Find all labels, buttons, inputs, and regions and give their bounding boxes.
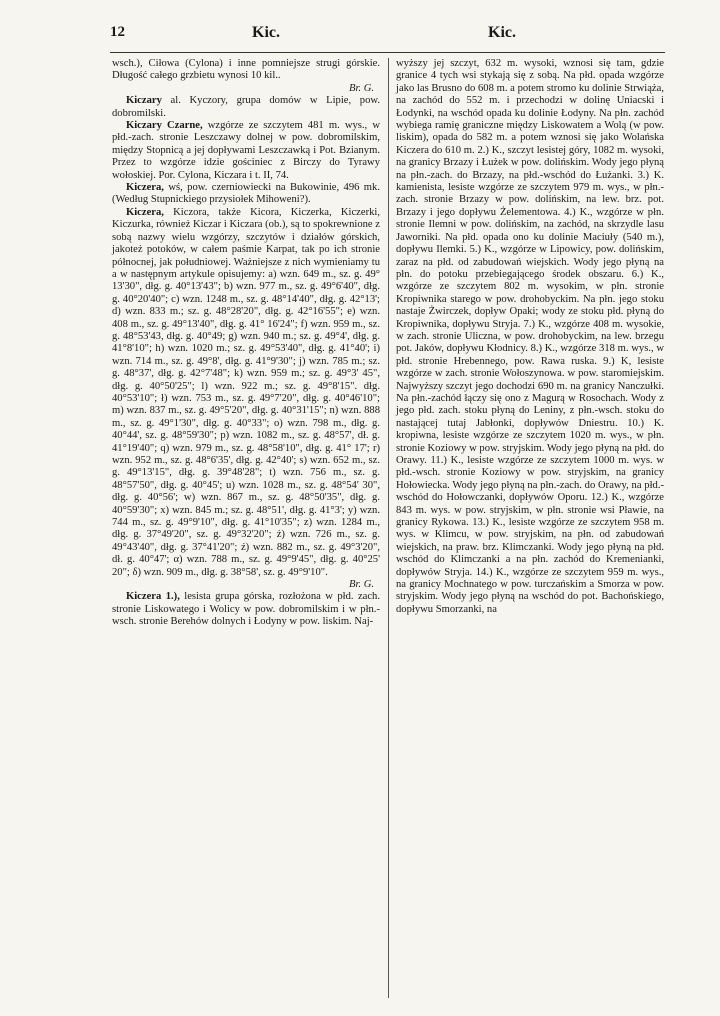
entry-kiczera-1 [112,591,380,628]
entry-kiczary [112,95,380,120]
entry-kiczera-village [112,182,380,207]
entry-text: wyższy jej szczyt, 632 m. wysoki, wznosi się tam, gdzie granice 4 tych wsi stykają się z sobą. Na płd. opada wzgórze jako las Brusno do 608 m. a potem stromo ku dolinie Strwiąża, na zachód do 552 m. i przechodzi w dolinę Uniacski i Łodynki, na wschód opada ku dolinie Łodyny. Na płn. zachód wybiega ramię graniczne między Liskowatem a Wolą (w pow. liskim), opada do 582 m. a potem wznosi się jako Wolańska Kiczera do 610 m. 2.) K., szczyt lesistej góry, 1082 m. wysoki, na granicy Brzazy i Łużek w pow. dolińskim. Wody jego płyną na płn.-zach. do Brzazy, na płd.-wschód do Łużanki. 3.) K. kamienista, lesiste wzgórze ze szczytem 979 m. wys., w płn.-zach. stronie Brzazy w pow. dolińskim, na lew. brz. pot. Brzazy i jego dopływu Żelementowa. 4.) K., wzgórze w płn. stronie Ilemni w pow. dolińskim, na zachód, na skrzydle lasu Jaworniki. Na płd. opada ono ku dolinie Maciuły (540 m.), dopływu Ilemki. 5.) K., wzgórze w Lipowicy, pow. dolińskim, zaraz na płd. od zabudowań wiejskich. Wody jego płyną na płn. do potoku przebiegającego środek obszaru. 6.) K., wzgórze ze szczytem 802 m. wysokim, w płn. stronie Kropiwnika starego w pow. drohobyckim. Na płn. jego stoku nastaje Żwirczek, dopływ Opaki; wody ze stoku płd. płyną do Kropiwnika, dopływu Stryja. 7.) K., wzgórze 408 m. wysokie, w zach. stronie Uliczna, w pow. drohobyckim, na lew. brzegu pot. Jaków, dopływu Kłodnicy. 8.) K., wzgórze 318 m. wys., w płd. stronie Hrebennego, pow. Rawa ruska. 9.) K, lesiste wzgórze w zach. stronie Wołoszynowa. w pow. staromiejskim. Najwyższy szczyt jego dochodzi 690 m. na granicy Nanczułki. Na płn.-zachód łączy się ono z Magurą w Rosochach. Wody z jego płd. zach. stoku płyną do Leniny, z płn.-wsch. stoku do nastającej tutaj Jabłonki, dopływów Dniestru. 10.) K. kropiwna, lesiste wzgórze ze szczytem 1020 m. wys., w płn. stronie Koziowy w pow. stryjskim. Wody jego płyną na płd. do Orawy. 11.) K., lesiste wzgórze ze szczytem 1000 m. wys. w płd.-wsch. stronie Koziowy w pow. stryjskim, na granicy Hołowiecka. Wody jego płyną na płn.-zach. do Orawy, na płd.-wschód do Hołowczanki, dopływów Oporu. 12.) K., wzgórze 843 m. wys. w pow. stryjskim, w płn. stronie wsi Pławie, na granicy Rykowa. 13.) K., lesiste wzgórze ze szczytem 958 m. wys. w Klimcu, w pow. stryjskim, na płn. od zabudowań wiejskich, na praw. brz. Klimczanki. Wody jego płyną na płd. wschód do Klimczanki a na płn. zachód do Kremenianki, dopływów Stryja. 14.) K., wzgórze ze szczytem 959 m. wys., na granicy Mochnatego w pow. turczańskim a Smorza w pow. stryjskim. Wody jego płyną na wschód do pot. Bachońskiego, dopływu Smorzanki, na [396,58,664,615]
entry-kiczary-czarne [112,120,380,182]
entry-headword: Kiczera 1.), [126,591,180,603]
right-column [396,58,664,616]
left-running-head: Kic. [252,24,280,41]
header-rule [110,52,665,53]
entry-continuation [112,58,380,95]
entry-text: wś, pow. czerniowiecki na Bukowinie, 496 mk. (Według Stupnickiego przysiołek Mihoweni?). [112,182,380,206]
entry-text: wzgórze ze szczytem 481 m. wys., w płd.-zach. stronie Leszczawy dolnej w pow. dobromilskim, między Stopnicą a jej dopływami Leszczawką i Pot. Bzianym. Przez to wzgórze idzie gościniec z Birczy do Tyrawy wołoskiej. Por. Cylona, Kiczara i t. II, 74. [112,120,380,181]
entry-continuation [396,58,664,616]
author-signature: Br. G. [348,82,374,94]
entry-headword: Kiczary Czarne, [126,120,203,132]
author-signature: Br. G. [348,579,374,591]
entry-text: al. Kyczory, grupa domów w Lipie, pow. dobromilski. [112,95,380,119]
right-running-head: Kic. [488,24,516,41]
entry-headword: Kiczera, [126,182,164,194]
entry-text: wsch.), Ciłowa (Cylona) i inne pomniejsze strugi górskie. Długość całego grzbietu wynosi 10 kil.. [112,58,380,82]
column-divider [388,58,389,998]
page-header [110,24,662,46]
left-column [112,58,380,629]
entry-kiczera-general [112,207,380,592]
entry-headword: Kiczary [126,95,162,107]
page-number: 12 [110,24,125,40]
entry-headword: Kiczera, [126,206,164,218]
entry-text: lesista grupa górska, rozłożona w płd. zach. stronie Liskowatego i Wolicy w pow. dobromilskim i w płn.-wsch. stronie Berehów dolnych i Łodyny w pow. liskim. Naj- [112,591,380,628]
entry-text: Kiczora, także Kicora, Kiczerka, Kiczerki, Kiczurka, również Kiczar i Kiczara (ob.), są to spokrewnione z sobą nazwy wielu wzgórzy, szczytów i działów górskich, jakoteż potoków, w całem paśmie Karpat, tak po ich stronie północnej, jak południowej. Ważniejsze z nich wymieniamy tu a w następnym artykule opisujemy: a) wzn. 649 m., sz. g. 49° 13'30", dłg. g. 40°13'43"; b) wzn. 977 m., sz. g. 49°6'40", dłg. g. 40°20'40"; c) wzn. 1248 m., sz. g. 48°14'40", dłg. g. 42°13'; d) wzn. 833 m.; sz. g. 48°28'20", dłg. g. 42°16'55"; e) wzn. 408 m., sz. g. 49°13'40", dłg. g. 41° 16'24"; f) wzn. 959 m., sz. g. 48°53'43, dłg. g. 40°49; g) wzn. 940 m.; sz. g. 49°4', dłg. g. 41°8'10"; h) wzn. 1020 m.; sz. g. 49°53'40", dłg. g. 41°40'; i) wzn. 714 m., sz. g. 49°8', dłg. g. 41°9'30"; j) wzn. 785 m.; sz. g. 48°37', dłg. g. 42°7'48"; k) wzn. 959 m.; sz. g. 49°3' 45", dłg. g. 40°50'25"; l) wzn. 922 m.; sz. g. 49°8'15". dłg. 40°53'10"; ł) wzn. 753 m., sz. g. 49°7'20", dłg. g. 40°46'10"; m) wzn. 837 m., sz. g. 49°5'20", dłg. g. 40°31'15"; n) wzn. 888 m., sz. g. 49°1'30", dłg. g. 40°33"; o) wzn. 798 m., dłg. g. 40°44', sz. g. 48°59'30"; p) wzn. 1082 m., sz. g. 48°57', dł. g. 41°19'40"; q) wzn. 979 m., sz. g. 48°58'10", dłg. g. 41° 17'; r) wzn. 952 m., sz. g. 48°6'35', dłg. g. 42°40'; s) wzn. 652 m., sz. g. 49°13'15", dłg. g. 39°48'28"; t) wzn. 756 m., sz. g. 48°57'50", dłg. g. 40°45'; u) wzn. 1028 m., sz. g. 48°54' 30", dłg. g. 40°56'; w) wzn. 867 m., sz. g. 48°50'35", dłg. g. 40°59'30"; x) wzn. 845 m.; sz. g. 48°51', dłg. g. 41°3'; y) wzn. 744 m., sz. g. 49°9'10", dłg. g. 41°10'35"; z) wzn. 1284 m., dłg. g. 37°49'20", sz. g. 49°32'20"; ż) wzn. 726 m., sz. g. 49°43'40", dłg. g. 37°41'20"; ź) wzn. 882 m., sz. g. 49°3'20", dł. g. 40°47'; α) wzn. 788 m., sz. g. 49°9'45", dłg. g. 40°25' 20"; δ) wzn. 909 m., dłg. g. 38°58', sz. g. 49°9'10". [112,206,380,578]
